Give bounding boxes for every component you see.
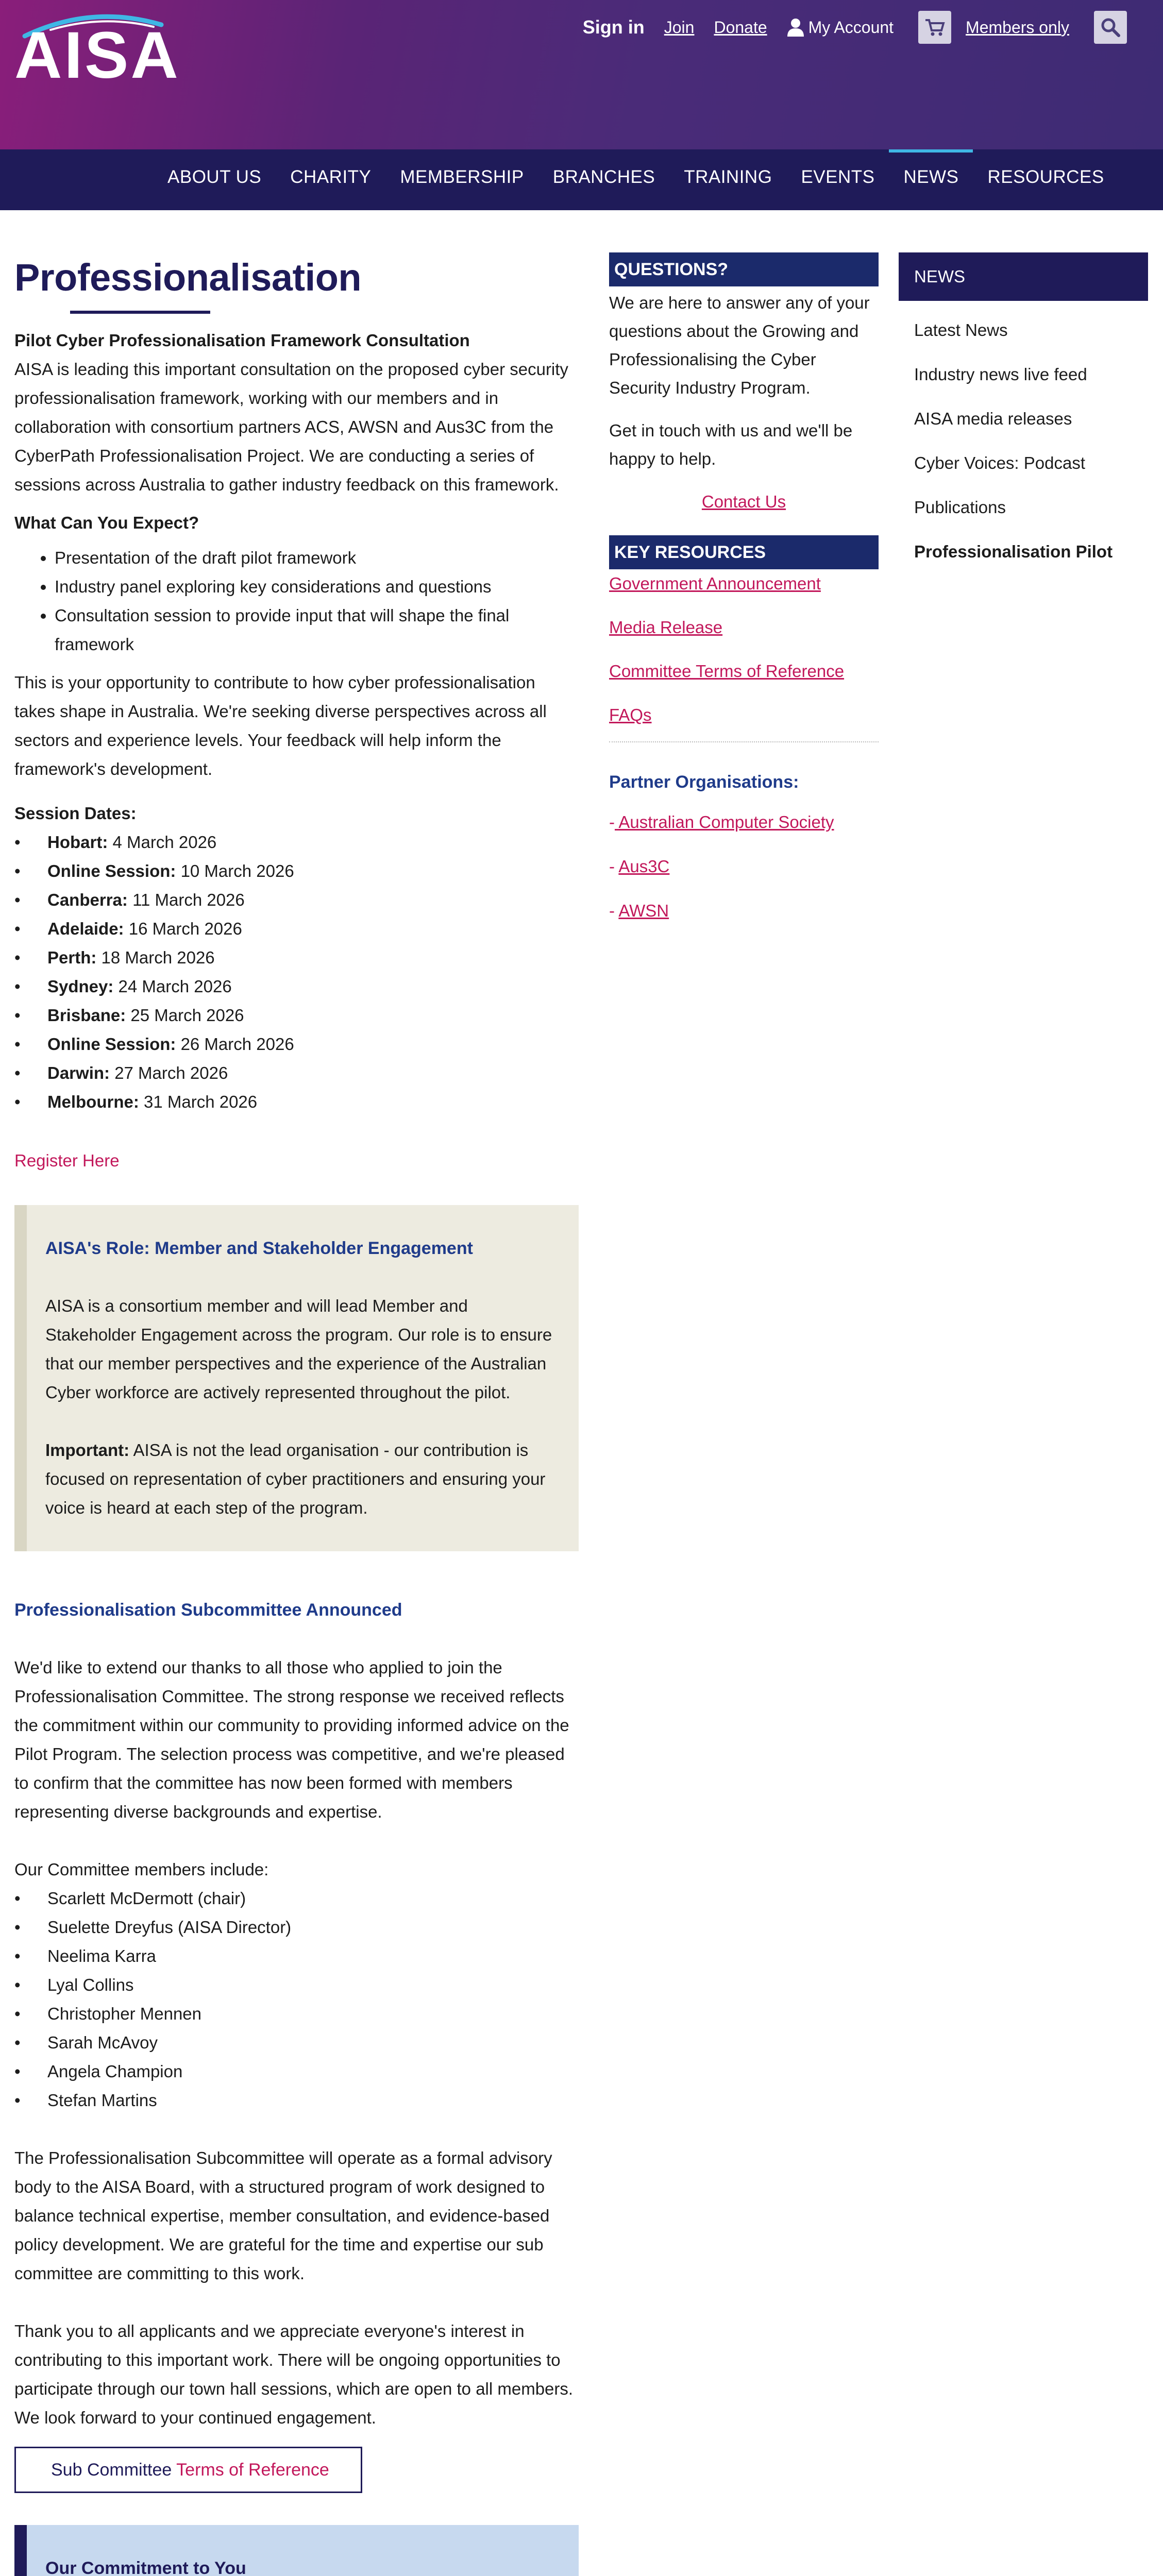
partner-item xyxy=(609,896,879,925)
nav-item-training[interactable]: TRAINING xyxy=(684,167,772,187)
opportunity-text: This is your opportunity to contribute to how cyber professionalisation takes shape in Australia. We're seeking diverse perspectives across all sectors and experience levels. Your feedback will help inform the framework's development. xyxy=(14,673,547,778)
session-item xyxy=(14,972,579,1001)
partner-dash: - xyxy=(609,857,619,876)
members-heading: Our Committee members include: xyxy=(14,1860,269,1879)
session-city: Online Session: xyxy=(47,1035,176,1054)
committee-member-list xyxy=(14,1884,579,2115)
members-only-link[interactable] xyxy=(918,11,1069,44)
partner-item xyxy=(609,852,879,880)
session-list xyxy=(14,828,579,1116)
session-date: 26 March 2026 xyxy=(180,1035,294,1054)
session-item xyxy=(14,1059,579,1088)
terms-of-reference-link[interactable]: Terms of Reference xyxy=(176,2460,329,2480)
main-navigation xyxy=(0,149,1163,210)
subcommittee-closing: Thank you to all applicants and we appreciate everyone's interest in contributing to this important work. There will be ongoing opportunities to participate through our town hall sessions, which are open to all members. We look forward to your continued engagement. xyxy=(14,2321,574,2427)
nav-item-news[interactable]: NEWS xyxy=(889,149,973,210)
session-date: 11 March 2026 xyxy=(132,890,245,909)
sidebar-heading[interactable]: NEWS xyxy=(899,252,1148,301)
questions-heading: QUESTIONS? xyxy=(609,252,879,286)
title-underline xyxy=(70,311,210,314)
session-item xyxy=(14,914,579,943)
session-city: Darwin: xyxy=(47,1063,110,1082)
my-account-link[interactable] xyxy=(787,18,894,37)
partner-item xyxy=(609,808,879,836)
search-icon[interactable] xyxy=(1094,11,1127,44)
session-item xyxy=(14,943,579,972)
session-city: Adelaide: xyxy=(47,919,124,938)
partner-link[interactable]: Australian Computer Society xyxy=(615,812,834,832)
nav-item-branches[interactable]: BRANCHES xyxy=(552,167,655,187)
tor-prefix: Sub Committee xyxy=(51,2460,177,2480)
expect-list xyxy=(14,544,579,659)
nav-item-charity[interactable]: CHARITY xyxy=(290,167,372,187)
committee-member: • Neelima Karra xyxy=(14,1942,579,1971)
sidebar-item-cyber-voices-podcast[interactable]: Cyber Voices: Podcast xyxy=(914,453,1085,472)
partner-dash: - xyxy=(609,812,615,832)
expect-item: • Industry panel exploring key considerations and questions xyxy=(55,572,579,601)
join-link[interactable]: Join xyxy=(664,18,695,37)
role-box xyxy=(14,1205,579,1551)
cart-icon xyxy=(918,11,951,44)
register-link[interactable]: Register Here xyxy=(14,1151,120,1170)
nav-item-about-us[interactable]: ABOUT US xyxy=(167,167,262,187)
sidebar-item-professionalisation-pilot[interactable]: Professionalisation Pilot xyxy=(914,542,1113,561)
commitment-title: Our Commitment to You xyxy=(45,2558,246,2576)
consultation-intro: AISA is leading this important consultation on the proposed cyber security professionalisation framework, working with our members and in collaboration with consortium partners ACS, AWSN and Aus3C from the CyberPath Professionalisation Project. We are conducting a series of sessions across Australia to gather industry feedback on this framework. xyxy=(14,360,568,494)
page-title: Professionalisation xyxy=(14,256,362,299)
role-text: AISA is a consortium member and will lead Member and Stakeholder Engagement across the program. Our role is to ensure that our member perspectives and the experience of the Australian Cyber workforce are actively represented throughout the pilot. xyxy=(45,1296,552,1402)
resource-link[interactable]: Committee Terms of Reference xyxy=(609,662,845,681)
top-links xyxy=(563,10,1127,44)
session-date: 25 March 2026 xyxy=(130,1006,244,1025)
sidebar-item-latest-news[interactable]: Latest News xyxy=(914,320,1008,340)
commitment-box xyxy=(14,2525,579,2576)
user-icon xyxy=(787,18,804,37)
partner-list xyxy=(609,808,879,925)
subcommittee-operate: The Professionalisation Subcommittee will operate as a formal advisory body to the AISA Board, with a structured program of work designed to balance technical expertise, member consultation, and evidence-based policy development. We are grateful for the time and expertise our sub committee are committing to this work. xyxy=(14,2148,552,2283)
members-only-label: Members only xyxy=(966,18,1069,37)
divider xyxy=(609,741,879,742)
session-date: 10 March 2026 xyxy=(180,861,294,880)
sidebar-item-publications[interactable]: Publications xyxy=(914,498,1006,517)
main-content xyxy=(14,247,579,2576)
key-resources-heading: KEY RESOURCES xyxy=(609,535,879,569)
partner-link[interactable]: Aus3C xyxy=(618,857,670,876)
partner-dash: - xyxy=(609,901,619,920)
session-item xyxy=(14,1001,579,1030)
subcommittee-heading: Professionalisation Subcommittee Announced xyxy=(14,1600,402,1620)
session-city: Hobart: xyxy=(47,833,108,852)
session-city: Brisbane: xyxy=(47,1006,126,1025)
session-item xyxy=(14,828,579,857)
session-date: 18 March 2026 xyxy=(101,948,215,967)
sign-in-link[interactable]: Sign in xyxy=(582,16,645,38)
terms-of-reference-box xyxy=(14,2447,362,2493)
session-city: Online Session: xyxy=(47,861,176,880)
info-column xyxy=(609,252,879,925)
site-header xyxy=(0,0,1163,149)
questions-text: We are here to answer any of your questions about the Growing and Professionalising the Cyber Security Industry Program. xyxy=(609,293,870,397)
session-date: 4 March 2026 xyxy=(112,833,217,852)
session-item xyxy=(14,1030,579,1059)
session-item xyxy=(14,886,579,914)
consultation-heading: Pilot Cyber Professionalisation Framework Consultation xyxy=(14,331,470,350)
important-text: AISA is not the lead organisation - our contribution is focused on representation of cyber practitioners and ensuring your voice is heard at each step of the program. xyxy=(45,1440,546,1517)
expect-heading: What Can You Expect? xyxy=(14,513,199,532)
sessions-heading: Session Dates: xyxy=(14,804,137,823)
expect-item: • Presentation of the draft pilot framework xyxy=(55,544,579,572)
session-date: 31 March 2026 xyxy=(144,1092,258,1111)
committee-member: • Christopher Mennen xyxy=(14,1999,579,2028)
nav-item-events[interactable]: EVENTS xyxy=(801,167,875,187)
important-label: Important: xyxy=(45,1440,130,1460)
faqs-link[interactable]: FAQs xyxy=(609,705,652,724)
resource-link[interactable]: Government Announcement xyxy=(609,574,821,593)
logo-text: AISA xyxy=(14,19,180,92)
session-item xyxy=(14,1088,579,1116)
session-city: Perth: xyxy=(47,948,97,967)
my-account-label: My Account xyxy=(808,18,894,37)
subcommittee-thanks: We'd like to extend our thanks to all those who applied to join the Professionalisation Committee. The strong response we received reflects the commitment within our community to providing informed advice on the Pilot Program. The selection process was competitive, and we're pleased to confirm that the committee has now been formed with members representing diverse backgrounds and expertise. xyxy=(14,1658,569,1821)
role-important xyxy=(45,1436,558,1522)
role-title: AISA's Role: Member and Stakeholder Engagement xyxy=(45,1239,473,1258)
committee-member: • Suelette Dreyfus (AISA Director) xyxy=(14,1913,579,1942)
committee-member: • Stefan Martins xyxy=(14,2086,579,2115)
sidebar-item-industry-news-live-feed[interactable]: Industry news live feed xyxy=(914,365,1087,384)
committee-member: • Angela Champion xyxy=(14,2057,579,2086)
news-sidebar xyxy=(899,252,1148,574)
expect-item: • Consultation session to provide input that will shape the final framework xyxy=(55,601,579,659)
resource-list xyxy=(609,569,879,685)
donate-link[interactable]: Donate xyxy=(714,18,767,37)
partner-link[interactable]: AWSN xyxy=(618,901,669,920)
partners-heading: Partner Organisations: xyxy=(609,772,799,792)
session-date: 27 March 2026 xyxy=(114,1063,228,1082)
session-city: Melbourne: xyxy=(47,1092,139,1111)
session-date: 16 March 2026 xyxy=(128,919,242,938)
session-item xyxy=(14,857,579,886)
session-city: Canberra: xyxy=(47,890,128,909)
nav-item-resources[interactable]: RESOURCES xyxy=(987,167,1104,187)
contact-us-link[interactable]: Contact Us xyxy=(701,492,786,511)
nav-item-membership[interactable]: MEMBERSHIP xyxy=(400,167,524,187)
resource-link[interactable]: Media Release xyxy=(609,618,723,637)
contact-text: Get in touch with us and we'll be happy to help. xyxy=(609,421,853,468)
committee-member: • Lyal Collins xyxy=(14,1971,579,1999)
aisa-logo[interactable] xyxy=(14,9,180,92)
sidebar-item-aisa-media-releases[interactable]: AISA media releases xyxy=(914,409,1072,428)
committee-member: • Scarlett McDermott (chair) xyxy=(14,1884,579,1913)
session-city: Sydney: xyxy=(47,977,114,996)
session-date: 24 March 2026 xyxy=(118,977,232,996)
committee-member: • Sarah McAvoy xyxy=(14,2028,579,2057)
